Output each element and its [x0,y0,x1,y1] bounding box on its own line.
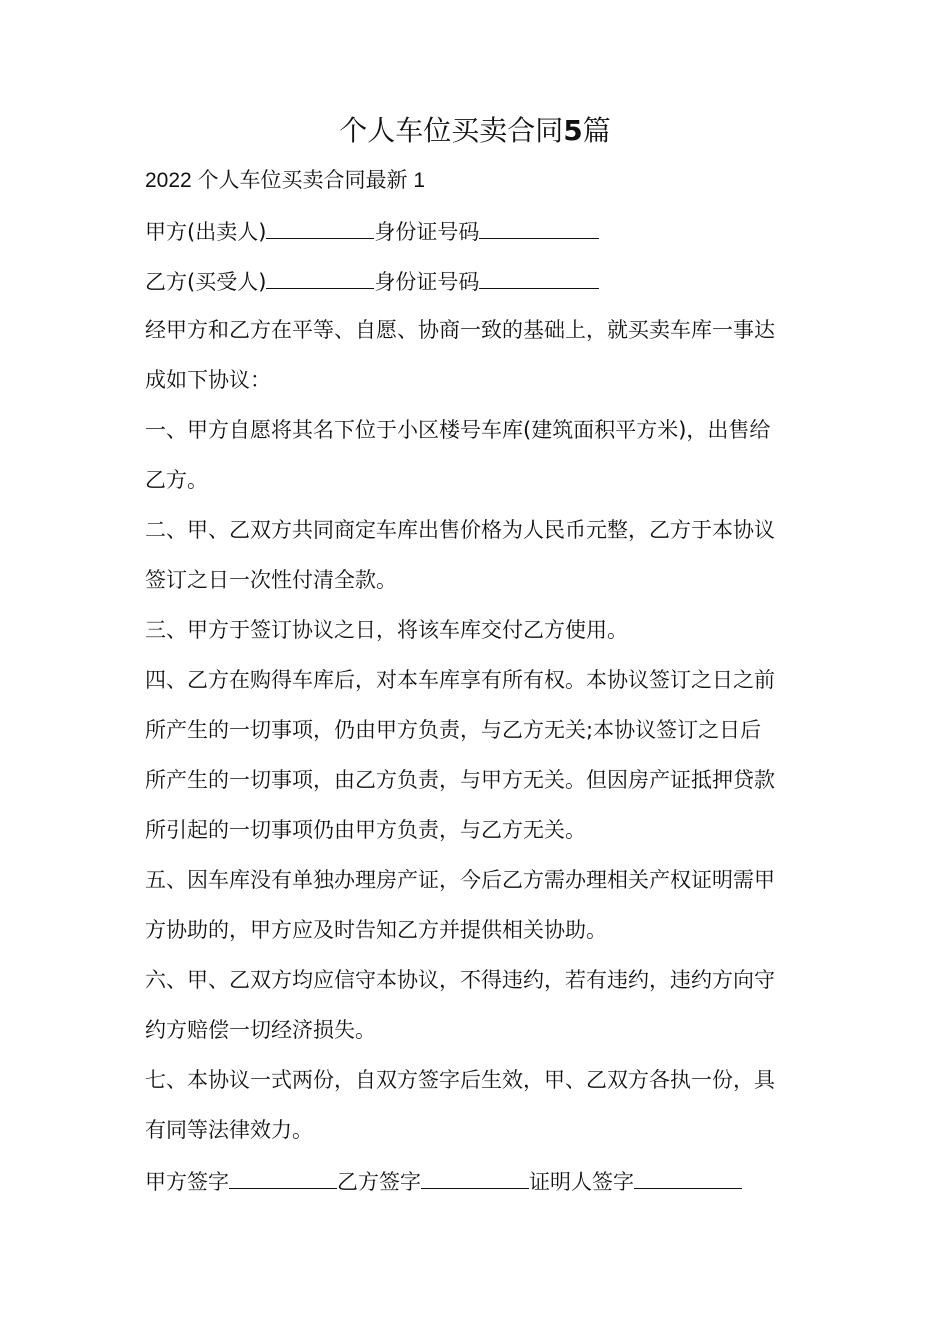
witness-signature-label: 证明人签字 [529,1170,634,1194]
paragraph-line: 成如下协议： [145,368,271,392]
paragraph-line: 约方赔偿一切经济损失。 [145,1018,376,1042]
paragraph-line: 有同等法律效力。 [145,1118,313,1142]
paragraph-line: 所引起的一切事项仍由甲方负责，与乙方无关。 [145,818,586,842]
party-a-line [145,218,810,243]
title-text: 个人车位买卖合同 [339,114,564,147]
paragraph-line: 六、甲、乙双方均应信守本协议，不得违约，若有违约，违约方向守 [145,968,775,992]
contract-subtitle: 2022 个人车位买卖合同最新 1 [145,169,426,192]
contract-body [145,168,810,1218]
document-title [0,111,950,151]
paragraph-line: 三、甲方于签订协议之日，将该车库交付乙方使用。 [145,618,628,642]
paragraph-line: 乙方。 [145,468,208,492]
signature-line [145,1168,810,1193]
party-a-name-blank [266,218,374,239]
party-a-signature-blank [229,1168,337,1189]
paragraph-line: 一、甲方自愿将其名下位于小区楼号车库(建筑面积平方米)，出售给 [145,418,771,442]
title-suffix: 篇 [582,114,611,147]
party-b-id-label: 身份证号码 [374,270,480,294]
party-b-signature-label: 乙方签字 [337,1170,421,1194]
paragraph-line: 所产生的一切事项，由乙方负责，与甲方无关。但因房产证抵押贷款 [145,768,775,792]
party-b-id-blank [479,268,599,289]
paragraph-line: 五、因车库没有单独办理房产证，今后乙方需办理相关产权证明需甲 [145,868,775,892]
party-a-id-label: 身份证号码 [374,220,480,244]
paragraph-line: 方协助的，甲方应及时告知乙方并提供相关协助。 [145,918,607,942]
party-b-line [145,268,810,293]
paragraph-line: 四、乙方在购得车库后，对本车库享有所有权。本协议签订之日之前 [145,668,775,692]
party-a-label: 甲方(出卖人) [145,220,267,244]
party-b-signature-blank [421,1168,529,1189]
party-b-name-blank [266,268,374,289]
party-a-signature-label: 甲方签字 [145,1170,229,1194]
title-number: 5 [563,114,583,147]
witness-signature-blank [634,1168,742,1189]
paragraph-line: 所产生的一切事项，仍由甲方负责，与乙方无关;本协议签订之日后 [145,718,762,742]
paragraph-line: 二、甲、乙双方共同商定车库出售价格为人民币元整，乙方于本协议 [145,518,775,542]
party-a-id-blank [479,218,599,239]
party-b-label: 乙方(买受人) [145,270,267,294]
paragraph-line: 七、本协议一式两份，自双方签字后生效，甲、乙双方各执一份，具 [145,1068,775,1092]
paragraph-line: 签订之日一次性付清全款。 [145,568,397,592]
paragraph-line: 经甲方和乙方在平等、自愿、协商一致的基础上，就买卖车库一事达 [145,318,775,342]
